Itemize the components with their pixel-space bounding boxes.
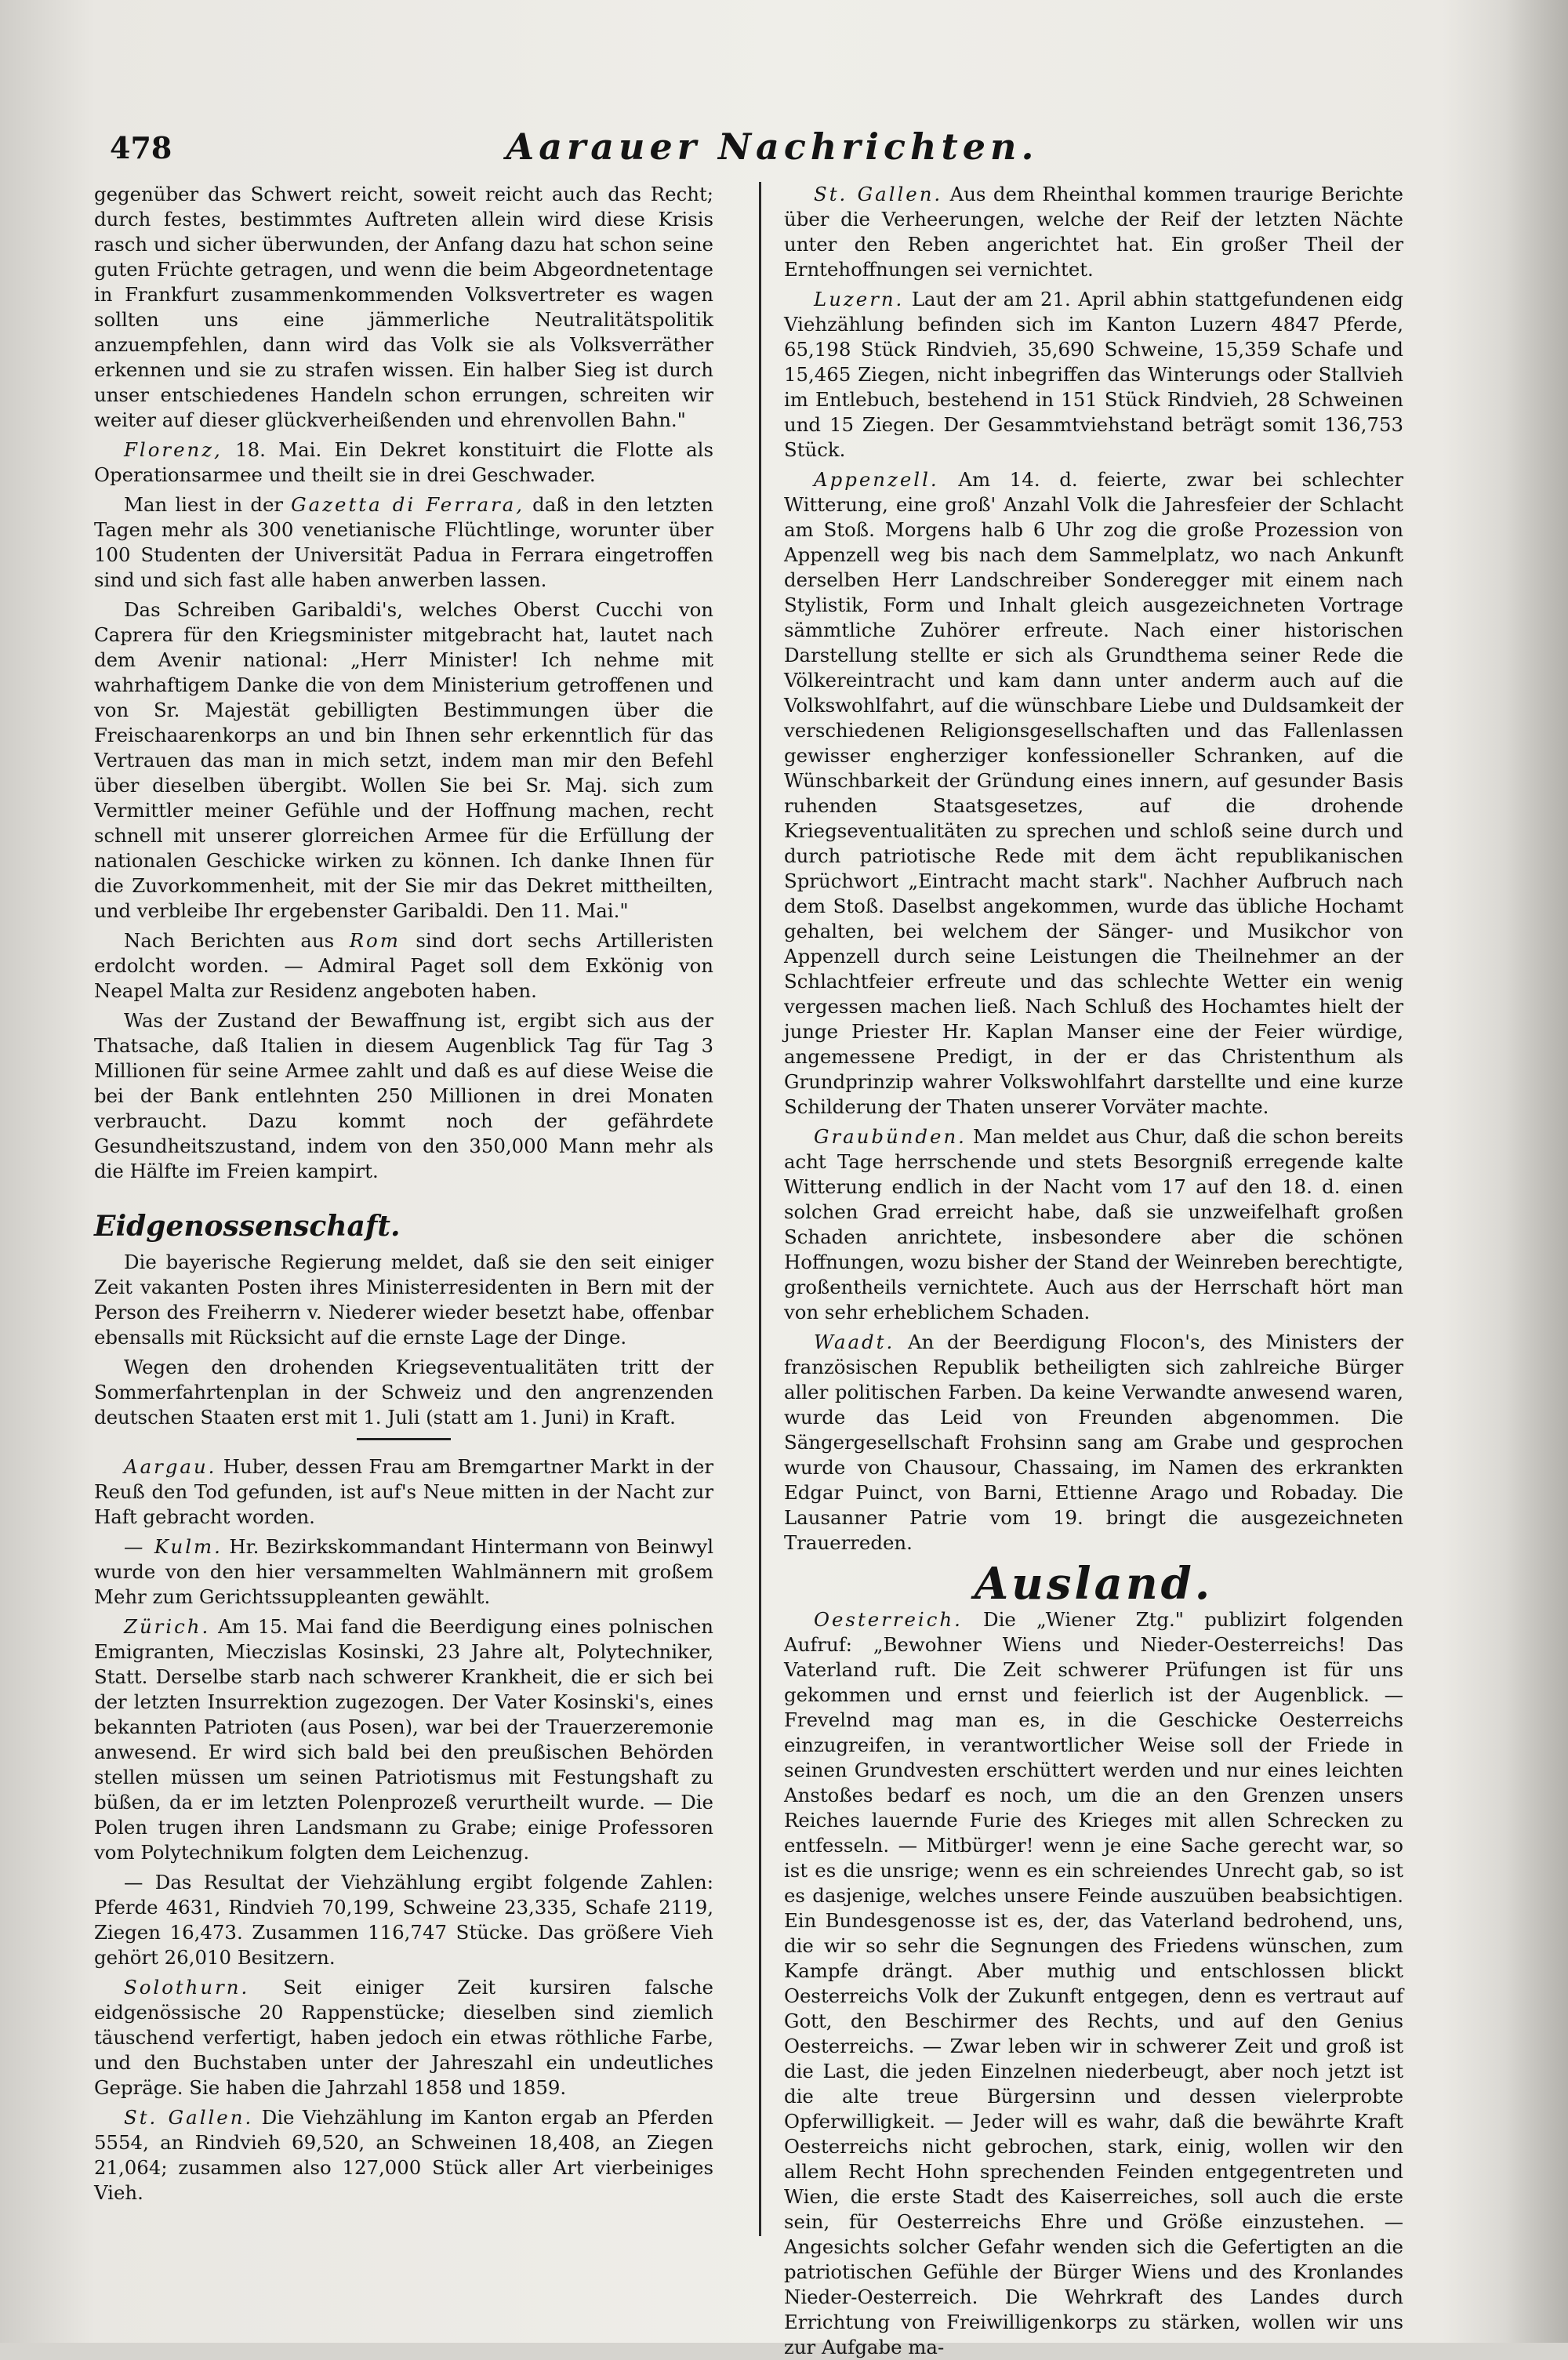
article-paragraph bbox=[784, 1330, 1403, 1556]
canton-name: Waadt. bbox=[814, 1331, 895, 1353]
column-divider bbox=[759, 182, 761, 2236]
article-paragraph: Die bayerische Regierung meldet, daß sie den seit einiger Zeit vakanten Posten ihres Ministerresidenten in Bern mit der Person des Freiherrn v. Niederer wieder besetzt habe, offenbar ebensalls mit Rücksicht auf die ernste Lage der Dinge. bbox=[94, 1251, 713, 1349]
article-paragraph bbox=[94, 438, 713, 488]
paragraph-text: sind dort sechs Artilleristen erdolcht worden. — Admiral Paget soll dem Exkönig von Neapel Malta zur Residenz angeboten haben. bbox=[94, 929, 713, 1002]
article-paragraph bbox=[94, 1534, 713, 1610]
paragraph-text: Die „Wiener Ztg." publizirt folgenden Aufruf: „Bewohner Wiens und Nieder-Oesterreichs! Das Vaterland ruft. Die Zeit schwerer Prüfungen ist für uns gekommen und ernst und feierlich ist der Augenblick. — Frevelnd mag man es, in die Geschicke Oesterreichs einzugreifen, in verantwortlicher Weise soll der Friede in seinen Grundvesten erschüttert werden und nur eines leichten Anstoßes bedarf es noch, um die an den Grenzen unsers Reiches lauernde Furie des Krieges mit allen Schrecken zu entfesseln. — Mitbürger! wenn je eine Sache gerecht war, so ist es die unsrige; wenn es ein schreiendes Unrecht gab, so ist es dasjenige, welches unsere Feinde auszuüben beabsichtigen. Ein Bundesgenosse ist es, der, das Vaterland bedrohend, uns, die wir so sehr die Segnungen des Friedens wünschen, zum Kampfe drängt. Aber muthig und entschlossen blickt Oesterreichs Volk der Zukunft entgegen, denn es vertraut auf Gott, den Beschirmer des Rechts, und auf den Genius Oesterreichs. — Zwar leben wir in schwerer Zeit und groß ist die Last, die jeden Einzelnen niederbeugt, aber noch jetzt ist die alte treue Bürgersinn und dessen vielerprobte Opferwilligkeit. — Jeder will es wahr, daß die bewährte Kraft Oesterreichs nicht gebrochen, stark, einig, wollen wir den allem Recht Hohn sprechenden Feinden entgegentreten und Wien, die erste Stadt des Kaiserreiches, soll auch die erste sein, für Oesterreichs Ehre und Größe einzustehen. — Angesichts solcher Gefahr wenden sich die Gefertigten an die patriotischen Gefühle der Bürger Wiens und des Kronlandes Nieder-Oesterreich. Die Wehrkraft des Landes durch Errichtung von Freiwilligenkorps zu stärken, wollen wir uns zur Aufgabe ma- bbox=[784, 1608, 1403, 2358]
page-header bbox=[110, 125, 1435, 180]
article-paragraph bbox=[784, 467, 1403, 1120]
paragraph-text: Hr. Bezirkskommandant Hintermann von Beinwyl wurde von den hier versammelten Wahlmännern mit großem Mehr zum Gerichtssuppleanten gewählt. bbox=[94, 1535, 713, 1608]
place-name: — Kulm. bbox=[124, 1535, 223, 1558]
paragraph-text: Huber, dessen Frau am Bremgartner Markt in der Reuß den Tod gefunden, ist auf's Neue mitten in der Nacht zur Haft gebracht worden. bbox=[94, 1455, 713, 1528]
section-heading-ausland: Ausland. bbox=[974, 1558, 1214, 1610]
article-paragraph bbox=[94, 1975, 713, 2100]
article-paragraph bbox=[94, 928, 713, 1004]
section-heading-eidgenossenschaft: Eidgenossenschaft. bbox=[94, 1210, 401, 1243]
canton-name: Solothurn. bbox=[124, 1976, 250, 1999]
canton-name: Zürich. bbox=[124, 1615, 211, 1638]
article-paragraph bbox=[784, 1607, 1403, 2360]
article-paragraph: — Das Resultat der Viehzählung ergibt folgende Zahlen: Pferde 4631, Rindvieh 70,199, Schweine 23,335, Schafe 2119, Ziegen 16,473. Zusammen 116,747 Stücke. Das größere Vieh gehört 26,010 Besitzern. bbox=[94, 1871, 713, 1969]
page-number: 478 bbox=[110, 130, 172, 165]
canton-name: Appenzell. bbox=[814, 468, 939, 491]
article-paragraph bbox=[784, 1124, 1403, 1325]
paragraph-text: 18. Mai. Ein Dekret konstituirt die Flotte als Operationsarmee und theilt sie in drei Geschwader. bbox=[94, 438, 713, 486]
article-paragraph: Was der Zustand der Bewaffnung ist, ergibt sich aus der Thatsache, daß Italien in diesem Augenblick Tag für Tag 3 Millionen für seine Armee zahlt und daß es auf diese Weise die bei der Bank entlehnten 250 Millionen in drei Monaten verbraucht. Dazu kommt noch der gefährdete Gesundheitszustand, indem von den 350,000 Mann mehr als die Hälfte im Freien kampirt. bbox=[94, 1009, 713, 1182]
paragraph-text: daß in den letzten Tagen mehr als 300 venetianische Flüchtlinge, worunter über 100 Studenten der Universität Padua in Ferrara eingetroffen sind und sich fast alle haben anwerben lassen. bbox=[94, 493, 713, 591]
canton-name: Graubünden. bbox=[814, 1125, 967, 1148]
canton-name: St. Gallen. bbox=[124, 2106, 254, 2129]
paragraph-text: Aus dem Rheinthal kommen traurige Berichte über die Verheerungen, welche der Reif der letzten Nächte unter den Reben angerichtet hat. Ein großer Theil der Erntehoffnungen sei vernichtet. bbox=[784, 183, 1403, 281]
dateline: Florenz, bbox=[124, 438, 223, 461]
article-paragraph: Das Schreiben Garibaldi's, welches Oberst Cucchi von Caprera für den Kriegsminister mitgebracht hat, lautet nach dem Avenir national: „Herr Minister! Ich nehme mit wahrhaftigem Danke die von dem Ministerium getroffenen und von Sr. Majestät gebilligten Bestimmungen über die Freischaarenkorps an und bin Ihnen sehr erkenntlich für das Vertrauen das man in mich setzt, indem man mir den Befehl über dieselben übergibt. Wollen Sie bei Sr. Maj. sich zum Vermittler meiner Gefühle und der Hoffnung machen, recht schnell mit unserer glorreichen Armee für die Erfüllung der nationalen Geschicke wirken zu können. Ich danke Ihnen für die Zuvorkommenheit, mit der Sie mir das Dekret mittheilten, und verbleibe Ihr ergebenster Garibaldi. Den 11. Mai." bbox=[94, 598, 713, 922]
publication-name: Gazetta di Ferrara, bbox=[291, 493, 525, 516]
country-name: Oesterreich. bbox=[814, 1608, 963, 1631]
divider bbox=[357, 1438, 451, 1440]
place-name: Rom bbox=[349, 929, 401, 952]
paragraph-text: Seit einiger Zeit kursiren falsche eidgenössische 20 Rappenstücke; dieselben sind ziemlich täuschend verfertigt, haben jedoch ein etwas röthliche Farbe, und den Buchstaben unter der Jahreszahl ein undeutliches Gepräge. Sie haben die Jahrzahl 1858 und 1859. bbox=[94, 1976, 713, 2099]
page-edge-shadow bbox=[1505, 0, 1568, 2343]
article-paragraph bbox=[94, 1454, 713, 1530]
article-paragraph bbox=[784, 287, 1403, 463]
left-column bbox=[94, 182, 713, 2236]
paragraph-text: Man meldet aus Chur, daß die schon bereits acht Tage herrschende und stets Besorgniß erregende kalte Witterung endlich in der Nacht vom 17 auf den 18. d. einen solchen Grad erreicht habe, daß sie unzweifelhaft großen Schaden anrichtete, insbesondere aber die schönen Hoffnungen, wozu bisher der Stand der Weinreben berechtigte, großentheils vernichtete. Auch aus der Herrschaft hört man von sehr erheblichem Schaden. bbox=[784, 1125, 1403, 1323]
paragraph-text: Am 15. Mai fand die Beerdigung eines polnischen Emigranten, Mieczislas Kosinski, 23 Jahre alt, Polytechniker, Statt. Derselbe starb nach schwerer Krankheit, die er sich bei der letzten Insurrektion zugezogen. Der Vater Kosinski's, eines bekannten Patrioten (aus Posen), war bei der Trauerzeremonie anwesend. Er wird sich bald bei den preußischen Behörden stellen müssen um seinen Patriotismus mit Festungshaft zu büßen, da er im letzten Polenprozeß verurtheilt wurde. — Die Polen trugen ihren Landsmann zu Grabe; einige Professoren vom Polytechnikum folgten dem Leichenzug. bbox=[94, 1615, 713, 1864]
article-paragraph bbox=[94, 492, 713, 593]
paragraph-text: Am 14. d. feierte, zwar bei schlechter Witterung, eine groß' Anzahl Volk die Jahresfeier der Schlacht am Stoß. Morgens halb 6 Uhr zog die große Prozession von Appenzell weg bis nach dem Sammelplatz, wo nach Ankunft derselben Herr Landschreiber Sonderegger mit einem nach Stylistik, Form und Inhalt gleich ausgezeichneten Vortrage sämmtliche Zuhörer erfreute. Nach einer historischen Darstellung stellte er sich als Grundthema seiner Rede die Völkereintracht und kam dann unter anderm auch auf die Volkswohlfahrt, auf die wünschbare Liebe und Duldsamkeit der verschiedenen Religionsgesellschaften und das Fallenlassen gewisser engherziger konfessioneller Schranken, auf die Wünschbarkeit der Gründung eines innern, auf gesunder Basis ruhenden Staatsgesetzes, auf die drohende Kriegseventualitäten zu sprechen und schloß seine durch und durch patriotische Rede mit dem ächt republikanischen Sprüchwort „Eintracht macht stark". Nachher Aufbruch nach dem Stoß. Daselbst angekommen, wurde das übliche Hochamt gehalten, bei welchem der Sänger- und Musikchor von Appenzell durch seine Leistungen die Theilnehmer an der Schlachtfeier erfreute und das schlechte Wetter ein wenig vergessen machen ließ. Nach Schluß des Hochamtes hielt der junge Priester Hr. Kaplan Manser eine der Feier würdige, angemessene Predigt, in der er das Christenthum als Grundprinzip wahrer Volkswohlfahrt darstellte und eine kurze Schilderung der Thaten unserer Vorväter machte. bbox=[784, 468, 1403, 1118]
article-paragraph: Wegen den drohenden Kriegseventualitäten tritt der Sommerfahrtenplan in der Schweiz und den angrenzenden deutschen Staaten erst mit 1. Juli (statt am 1. Juni) in Kraft. bbox=[94, 1356, 713, 1429]
right-column bbox=[784, 182, 1403, 2358]
canton-name: St. Gallen. bbox=[814, 183, 943, 205]
paragraph-text: Die Viehzählung im Kanton ergab an Pferden 5554, an Rindvieh 69,520, an Schweinen 18,408, an Ziegen 21,064; zusammen also 127,000 Stück aller Art vierbeiniges Vieh. bbox=[94, 2106, 713, 2204]
article-paragraph bbox=[94, 2105, 713, 2206]
paragraph-text: Laut der am 21. April abhin stattgefundenen eidg Viehzählung befinden sich im Kanton Luzern 4847 Pferde, 65,198 Stück Rindvieh, 35,690 Schweine, 15,359 Schafe und 15,465 Ziegen, nicht inbegriffen das Winterungs oder Stallvieh im Entlebuch, bestehend in 151 Stück Rindvieh, 28 Schweinen und 15 Ziegen. Der Gesammtviehstand beträgt somit 136,753 Stück. bbox=[784, 288, 1403, 461]
article-paragraph: gegenüber das Schwert reicht, soweit reicht auch das Recht; durch festes, bestimmtes Auftreten allein wird diese Krisis rasch und sicher überwunden, der Anfang dazu hat schon seine guten Früchte getragen, und wenn die beim Abgeordnetentage in Frankfurt zusammenkommenden Volksvertreter es wagen sollten uns eine jämmerliche Neutralitätspolitik anzuempfehlen, dann wird das Volk sie als Volksverräther erkennen und sie zu strafen wissen. Ein halber Sieg ist durch unser entschiedenes Handeln schon errungen, schreiten wir weiter auf dieser glückverheißenden und ehrenvollen Bahn." bbox=[94, 183, 713, 431]
paragraph-text: Man liest in der bbox=[124, 493, 284, 516]
newspaper-title: Aarauer Nachrichten. bbox=[506, 125, 1039, 168]
canton-name: Aargau. bbox=[124, 1455, 217, 1478]
paragraph-text: An der Beerdigung Flocon's, des Ministers der französischen Republik betheiligten sich zahlreiche Bürger aller politischen Farben. Da keine Verwandte anwesend waren, wurde das Leid von Freunden abgenommen. Die Sängergesellschaft Frohsinn sang am Grabe und gesprochen wurde von Chausour, Chassaing, im Namen des erkrankten Edgar Puinct, von Barni, Ettienne Arago und Robaday. Die Lausanner Patrie vom 19. bringt die ausgezeichneten Trauerreden. bbox=[784, 1331, 1403, 1554]
paragraph-text: Nach Berichten aus bbox=[124, 929, 335, 952]
canton-name: Luzern. bbox=[814, 288, 905, 310]
article-paragraph bbox=[94, 1614, 713, 1865]
article-paragraph bbox=[784, 182, 1403, 282]
